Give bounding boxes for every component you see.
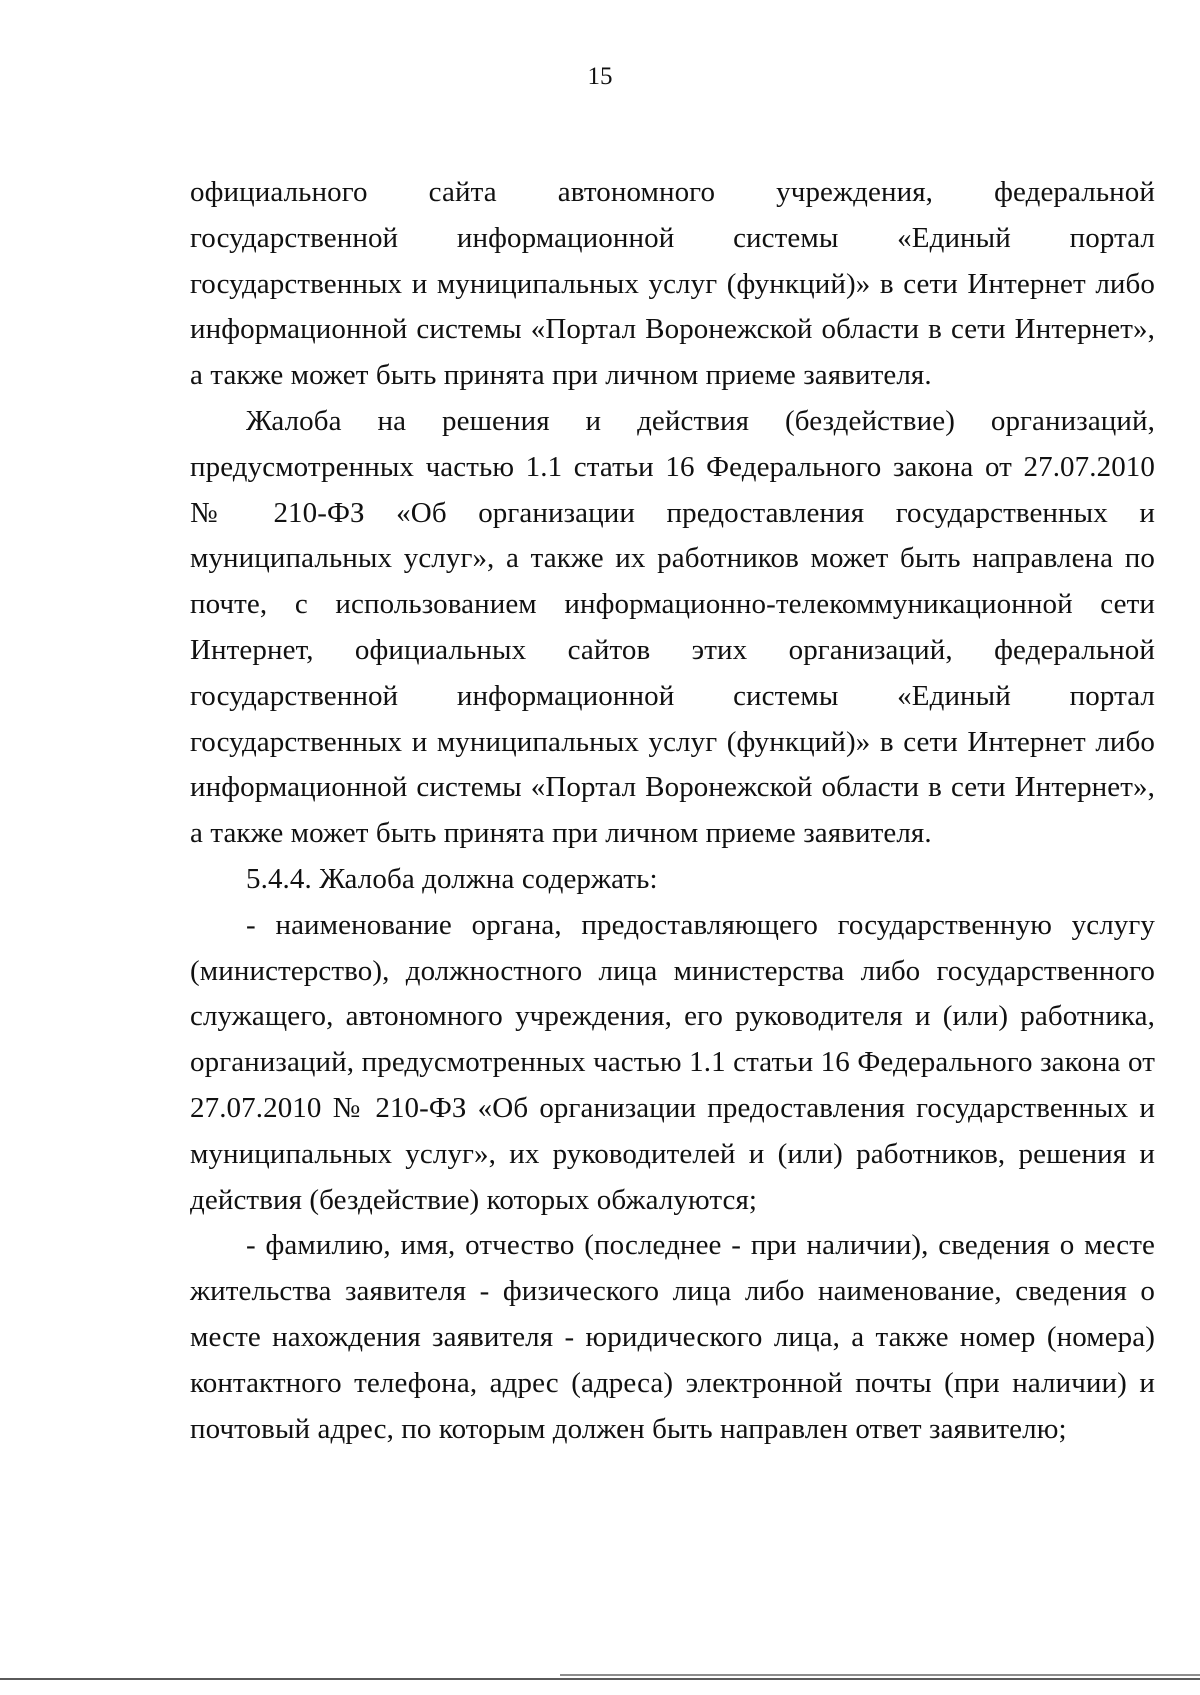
document-body (190, 170, 1155, 1452)
paragraph-continuation: официального сайта автономного учреждения, федеральной государственной информационной системы «Единый портал государственных и муниципальных услуг (функций)» в сети Интернет либо информационной системы «Портал Воронежской области в сети Интернет», а также может быть принята при личном приеме заявителя. (190, 176, 1155, 392)
section-heading-5-4-4: 5.4.4. Жалоба должна содержать: (246, 862, 658, 895)
paragraph-complaint-organizations: Жалоба на решения и действия (бездействие) организаций, предусмотренных частью 1.1 статьи 16 Федерального закона от 27.07.2010 № 210-ФЗ «Об организации предоставления государственных и муниципальных услуг», а также их работников может быть направлена по почте, с использованием информационно-телекоммуникационной сети Интернет, официальных сайтов этих организаций, федеральной государственной информационной системы «Единый портал государственных и муниципальных услуг (функций)» в сети Интернет либо информационной системы «Портал Воронежской области в сети Интернет», а также может быть принята при личном приеме заявителя. (190, 404, 1155, 850)
list-item-authority-name: - наименование органа, предоставляющего государственную услугу (министерство), должностного лица министерства либо государственного служащего, автономного учреждения, его руководителя и (или) работника, организаций, предусмотренных частью 1.1 статьи 16 Федерального закона от 27.07.2010 № 210-ФЗ «Об организации предоставления государственных и муниципальных услуг», их руководителей и (или) работников, решения и действия (бездействие) которых обжалуются; (190, 908, 1155, 1216)
bottom-scan-line (0, 1678, 1200, 1680)
page-number: 15 (587, 63, 613, 90)
list-item-applicant-details: - фамилию, имя, отчество (последнее - при наличии), сведения о месте жительства заявителя - физического лица либо наименование, сведения о месте нахождения заявителя - юридического лица, а также номер (номера) контактного телефона, адрес (адреса) электронной почты (при наличии) и почтовый адрес, по которым должен быть направлен ответ заявителю; (190, 1229, 1155, 1445)
bottom-scan-line-faint (560, 1674, 1200, 1676)
